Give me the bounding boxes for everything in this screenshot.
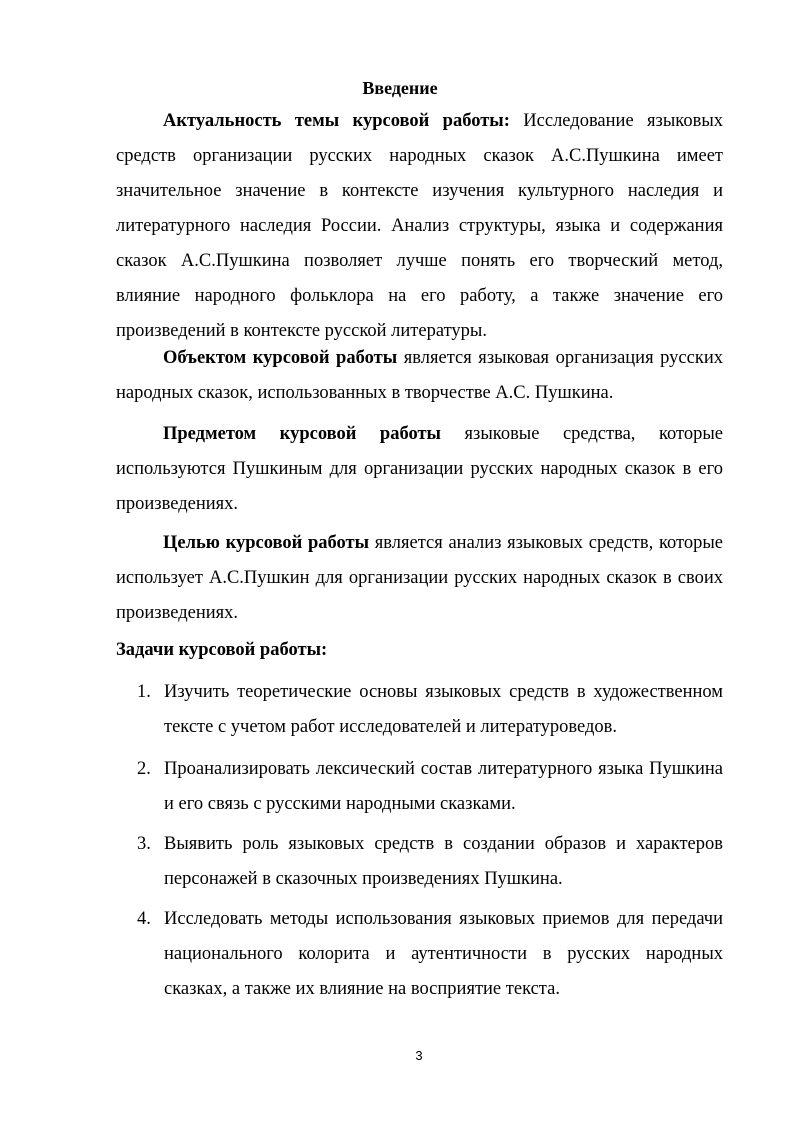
list-item-number: 3. [137, 834, 151, 854]
paragraph-text: языковые средства, которые используются Пушкиным для организации русских народных сказок в его произведениях. [116, 424, 723, 514]
paragraph-lead: Объектом курсовой работы [163, 348, 398, 368]
list-item [116, 752, 723, 822]
list-item [116, 675, 723, 745]
list-item-number: 4. [137, 909, 151, 929]
list-item [116, 902, 723, 1007]
paragraph-relevance [116, 104, 723, 349]
list-item-text: Проанализировать лексический состав литературного языка Пушкина и его связь с русскими народными сказками. [164, 759, 723, 814]
tasks-heading: Задачи курсовой работы: [116, 640, 328, 660]
paragraph-subject [116, 417, 723, 522]
list-item-number: 2. [137, 759, 151, 779]
list-item-text: Изучить теоретические основы языковых средств в художественном тексте с учетом работ исследователей и литературоведов. [164, 682, 723, 737]
paragraph-goal [116, 526, 723, 631]
list-item-text: Исследовать методы использования языковых приемов для передачи национального колорита и аутентичности в русских народных сказках, а также их влияние на восприятие текста. [164, 909, 723, 999]
list-item-text: Выявить роль языковых средств в создании образов и характеров персонажей в сказочных произведениях Пушкина. [164, 834, 723, 889]
paragraph-lead: Предметом курсовой работы [163, 424, 441, 444]
page-title: Введение [362, 78, 438, 98]
paragraph-object [116, 341, 723, 411]
paragraph-text: является анализ языковых средств, которые использует А.С.Пушкин для организации русских народных сказок в своих произведениях. [116, 533, 723, 623]
list-item [116, 827, 723, 897]
page-number: 3 [415, 1048, 423, 1063]
paragraph-text: является языковая организация русских народных сказок, использованных в творчестве А.С. Пушкина. [116, 348, 723, 403]
paragraph-lead: Актуальность темы курсовой работы: [163, 111, 510, 131]
list-item-number: 1. [137, 682, 151, 702]
paragraph-lead: Целью курсовой работы [163, 533, 370, 553]
paragraph-text: Исследование языковых средств организации русских народных сказок А.С.Пушкина имеет значительное значение в контексте изучения культурного наследия и литературного наследия России. Анализ структуры, языка и содержания сказок А.С.Пушкина позволяет лучше понять его творческий метод, влияние народного фольклора на его работу, а также значение его произведений в контексте русской литературы. [116, 111, 724, 341]
